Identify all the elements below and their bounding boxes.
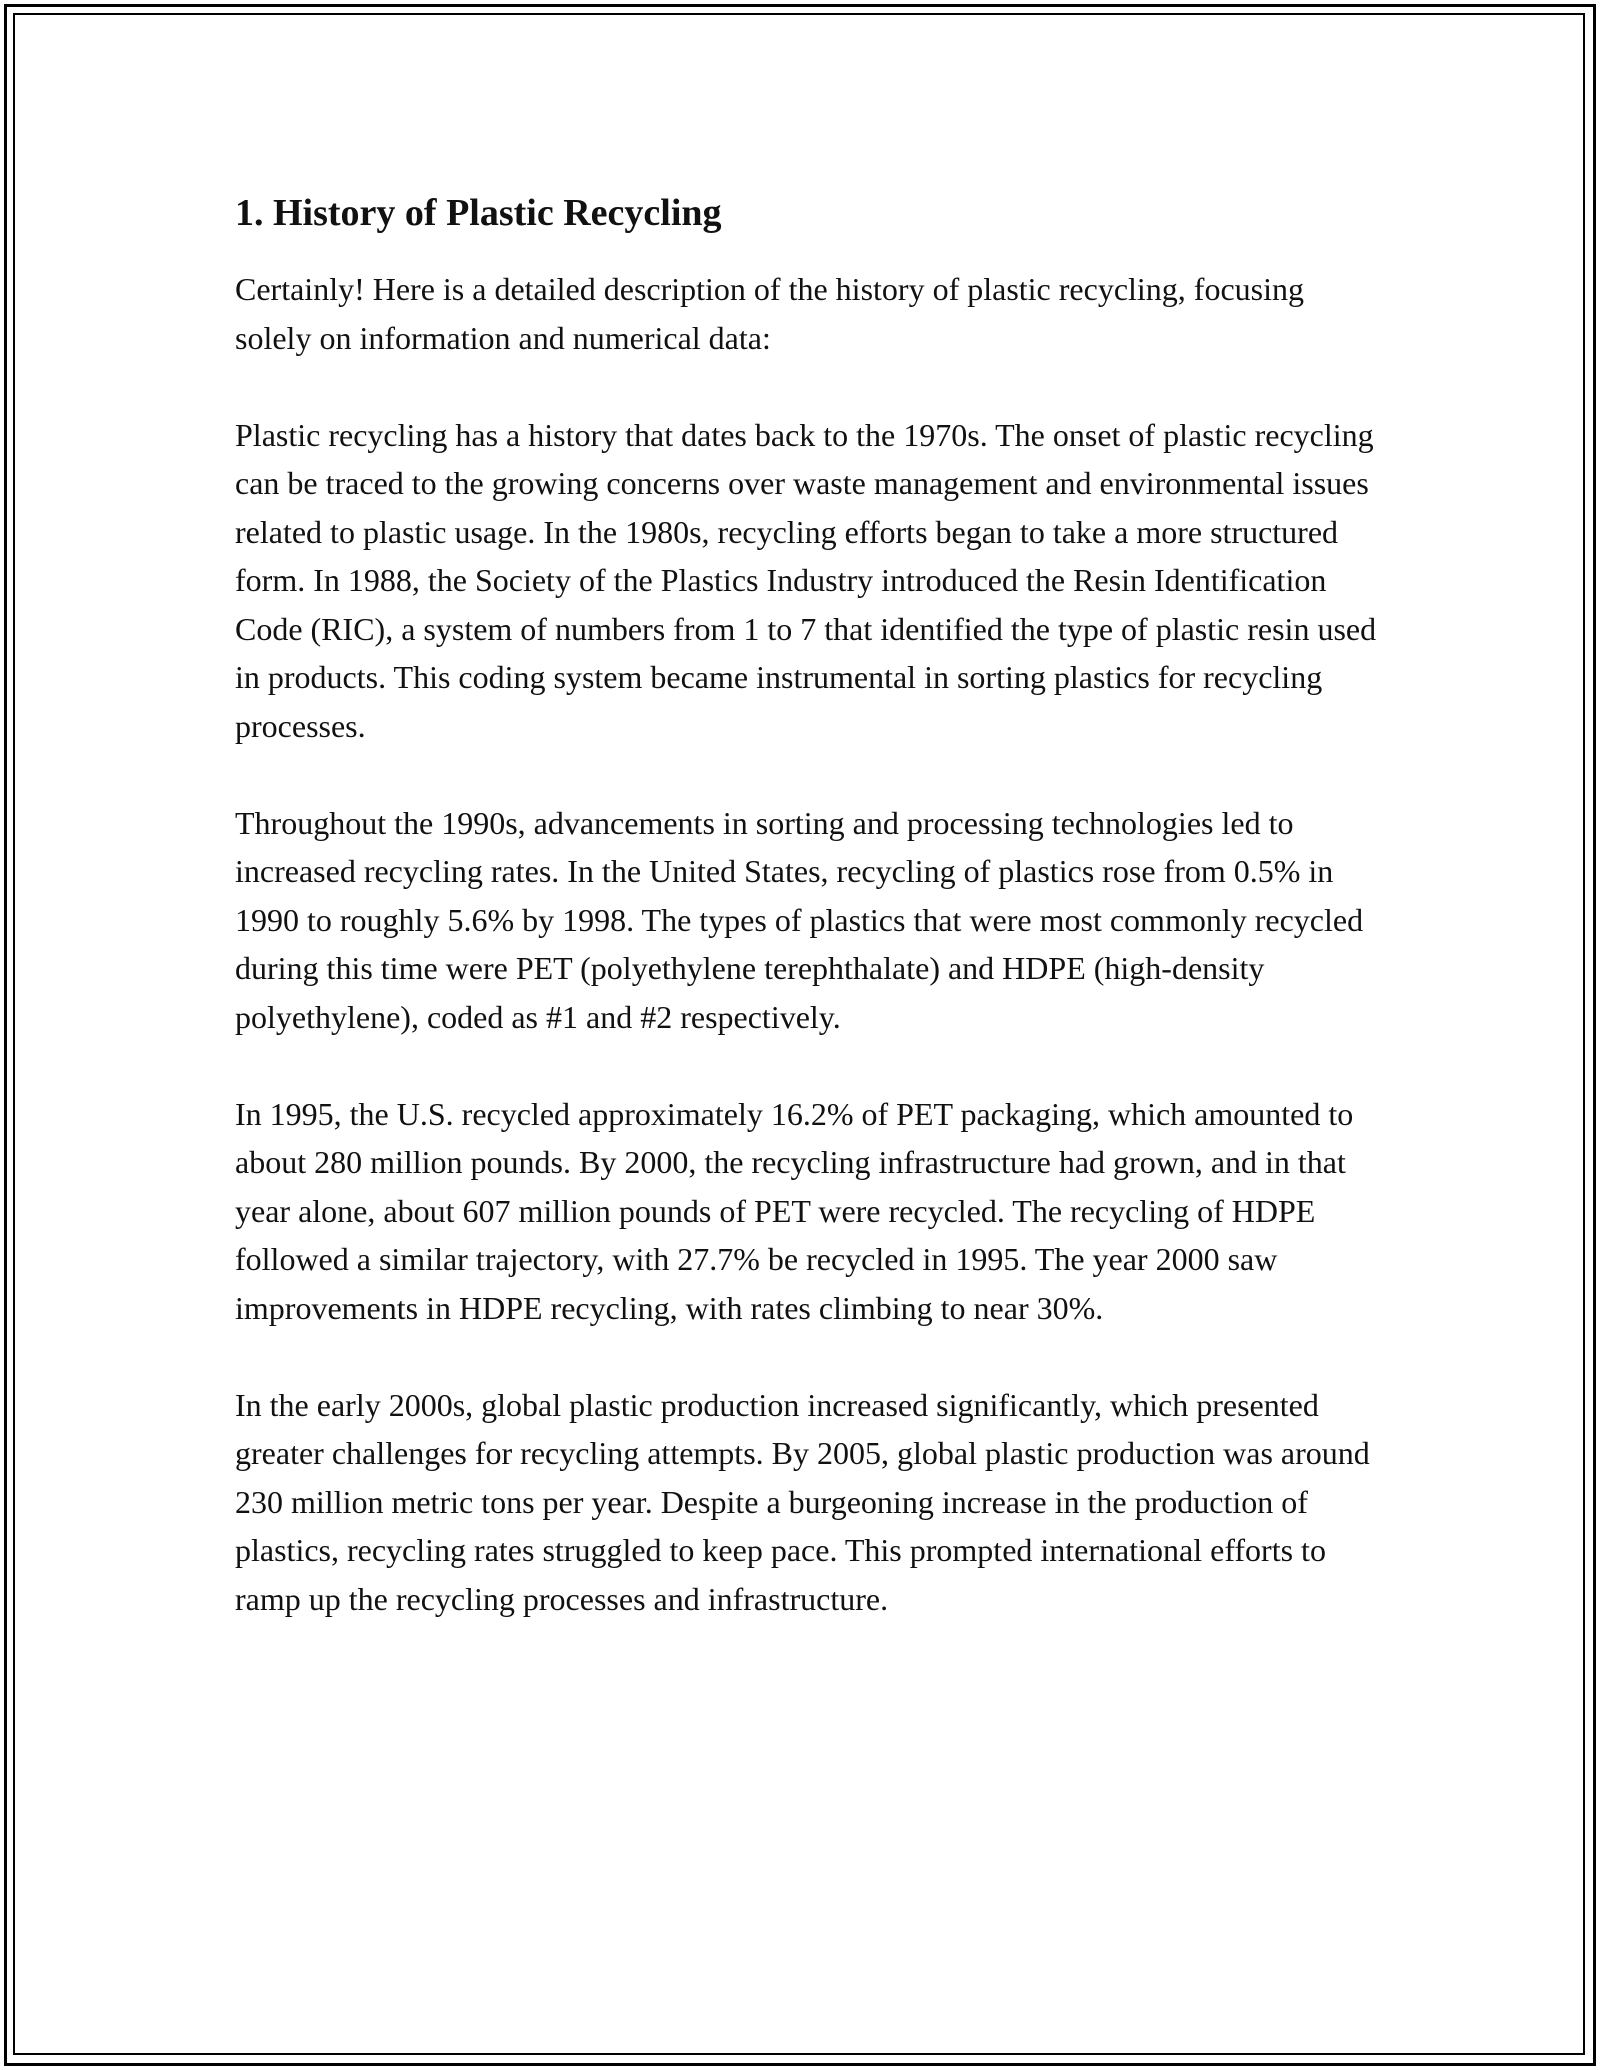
paragraph-2000s: In the early 2000s, global plastic production increased significantly, which presented greater challenges for recycling attempts. By 2005, global plastic production was around 230 million metric tons per year. Despite a burgeoning increase in the production of plastics, recycling rates struggled to keep pace. This prompted international efforts to ramp up the recycling processes and infrastructure. [235, 1386, 1370, 1617]
paragraph-1990s: Throughout the 1990s, advancements in sorting and processing technologies led to increased recycling rates. In the United States, recycling of plastics rose from 0.5% in 1990 to roughly 5.6% by 1998. The types of plastics that were most commonly recycled during this time were PET (polyethylene terephthalate) and HDPE (high-density polyethylene), coded as #1 and #2 respectively. [235, 804, 1364, 1035]
paragraph-1970s-1980s: Plastic recycling has a history that dates back to the 1970s. The onset of plastic recycling can be traced to the growing concerns over waste management and environmental issues related to plastic usage. In the 1980s, recycling efforts began to take a more structured form. In 1988, the Society of the Plastics Industry introduced the Resin Identification Code (RIC), a system of numbers from 1 to 7 that identified the type of plastic resin used in products. This coding system became instrumental in sorting plastics for recycling processes. [235, 416, 1377, 744]
paragraph-1995-2000: In 1995, the U.S. recycled approximately 16.2% of PET packaging, which amounted to about 280 million pounds. By 2000, the recycling infrastructure had grown, and in that year alone, about 607 million pounds of PET were recycled. The recycling of HDPE followed a similar trajectory, with 27.7% be recycled in 1995. The year 2000 saw improvements in HDPE recycling, with rates climbing to near 30%. [235, 1095, 1354, 1326]
intro-paragraph: Certainly! Here is a detailed description of the history of plastic recycling, focusing solely on information and numerical data: [235, 271, 1304, 356]
section-title: 1. History of Plastic Recycling [235, 192, 722, 234]
document-body [235, 185, 1385, 1623]
